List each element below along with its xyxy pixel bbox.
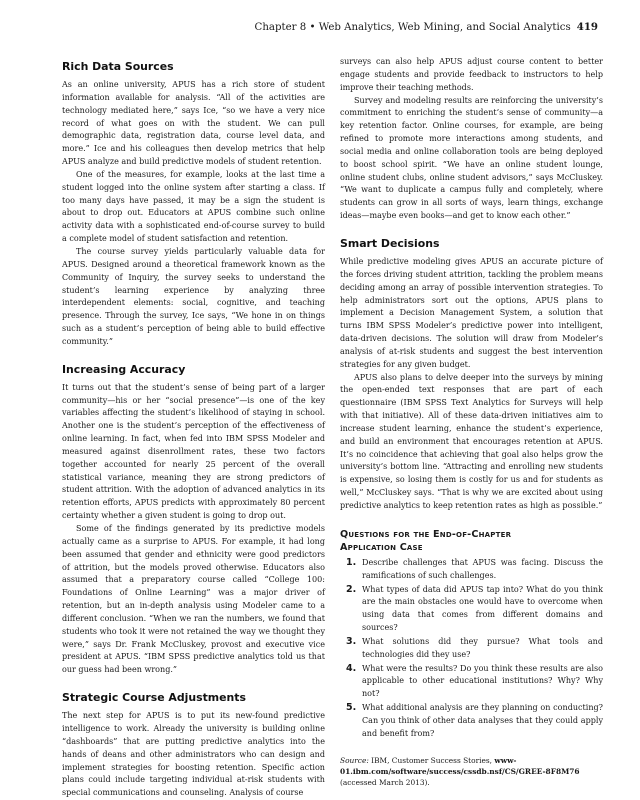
paragraph: One of the measures, for example, looks at the last time a student logged into the online system after starting a class. If too many days have passed, it may be a sign the student is about to drop out. Educators at APUS combine such online activity data with a sophisticated end-of-course survey to build a complete model of student satisfaction and retention. [62,169,325,244]
running-title: Chapter 8 • Web Analytics, Web Mining, and Social Analytics [254,22,571,33]
question-number: 2. [346,583,357,595]
right-column [340,56,603,788]
question-text: What types of data did APUS tap into? What do you think are the main obstacles one would have to overcome when using data that comes from different domains and sources? [362,584,603,633]
section-heading-smart-decisions: Smart Decisions [340,236,440,250]
running-header [0,20,598,35]
section-heading-increasing-accuracy: Increasing Accuracy [62,362,186,376]
paragraph: While predictive modeling gives APUS an accurate picture of the forces driving student attrition, tackling the problem means deciding among an array of possible intervention strategies. To help administrators sort out the options, APUS plans to implement a Decision Management System, a solution that turns IBM SPSS Modeler’s predictive power into intelligent, data-driven decisions. The solution will draw from Modeler’s analysis of at-risk students and suggest the best intervention strategies for any given budget. [340,256,603,369]
question-number: 5. [346,702,357,714]
questions-heading-line2: Application Case [340,542,423,554]
question-text: What were the results? Do you think these results are also applicable to other educational institutions? Why? Why not? [362,663,603,699]
questions-heading-line1: Questions for the End-of-Chapter [340,528,512,540]
paragraph: Survey and modeling results are reinforcing the university’s commitment to enriching the student’s sense of community—a key retention factor. Online courses, for example, are being refined to promote more interactions among students, and social media and online collaboration tools are being deployed to boost school spirit. “We have an online student lounge, online student clubs, online student advisors,” says McCluskey. “We want to duplicate a campus fully and completely, where students can grow in all sorts of ways, learn things, exchange ideas—maybe even books—and get to know each other.” [340,95,603,221]
left-column [62,60,325,800]
source-accessed: (accessed March 2013). [340,777,430,787]
question-item [340,584,603,635]
question-item [340,663,603,702]
question-number: 1. [346,556,357,568]
question-list [340,557,603,741]
paragraph: The next step for APUS is to put its new-found predictive intelligence to work. Already the university is building online “dashboards” that are putting predictive analytics into the hands of deans and other administrators who can design and implement strategies for boosting retention. Specific action plans could include targeting individual at-risk students with special communications and counseling. Analysis of course [62,711,325,798]
paragraph: Some of the findings generated by its predictive models actually came as a surprise to APUS. For example, it had long been assumed that gender and ethnicity were good predictors of attrition, but the models proved otherwise. Educators also assumed that a preparatory course called “College 100: Foundations of Online Learning” was a major driver of retention, but an in-depth analysis using Modeler came to a different conclusion. “When we ran the numbers, we found that students who took it were not retained the way we thought they were,” says Dr. Frank McCluskey, provost and executive vice president at APUS. “IBM SPSS predictive analytics told us that our guess had been wrong.” [62,524,325,675]
question-item [340,636,603,662]
source-text: IBM, Customer Success Stories, [371,755,492,765]
question-text: Describe challenges that APUS was facing. Discuss the ramifications of such challenges. [362,557,603,580]
question-number: 3. [346,635,357,647]
source-citation [340,755,603,788]
paragraph: The course survey yields particularly valuable data for APUS. Designed around a theoretical framework known as the Community of Inquiry, the survey seeks to understand the student’s learning experience by analyzing three interdependent elements: social, cognitive, and teaching presence. Through the survey, Ice says, “We hone in on things such as a student’s perception of being able to build effective community.” [62,246,325,346]
questions-heading [340,528,603,555]
paragraph: APUS also plans to delve deeper into the surveys by mining the open-ended text responses that are part of each questionnaire (IBM SPSS Text Analytics for Surveys will help with that initiative). All of these data-driven initiatives aim to increase student learning, enhance the student’s experience, and build an environment that encourages retention at APUS. It’s no coincidence that achieving that goal also helps grow the university’s bottom line. “Attracting and enrolling new students is expensive, so losing them is costly for us and for students as well,” McCluskey says. “That is why we are excited about using predictive analytics to keep retention rates as high as possible.” [340,372,603,510]
page-number: 419 [576,21,598,33]
paragraph: It turns out that the student’s sense of being part of a larger community—his or her “social presence”—is one of the key variables affecting the student’s likelihood of staying in school. Another one is the student’s perception of the effectiveness of online learning. In fact, when fed into IBM SPSS Modeler and measured against disenrollment rates, these two factors together accounted for nearly 25 percent of the overall statistical variance, meaning they are strong predictors of student attrition. With the adoption of advanced analytics in its retention efforts, APUS predicts with approximately 80 percent certainty whether a given student is going to drop out. [62,382,325,521]
paragraph: As an online university, APUS has a rich store of student information available for analysis. “All of the activities are technology mediated here,” says Ice, “so we have a very nice record of what goes on with the student. We can pull demographic data, registration data, course level data, and more.” Ice and his colleagues then develop metrics that help APUS analyze and build predictive models of student retention. [62,80,325,167]
source-url: www-01.ibm.com/software/success/cssdb.nsf/CS/GREE-8F8M76 [340,755,580,776]
question-number: 4. [346,662,357,674]
source-label: Source: [340,755,369,765]
question-item [340,557,603,583]
question-text: What solutions did they pursue? What tools and technologies did they use? [362,636,603,659]
paragraph: surveys can also help APUS adjust course content to better engage students and provide feedback to instructors to help improve their teaching methods. [340,57,603,92]
section-heading-rich-data-sources: Rich Data Sources [62,60,174,73]
question-item [340,702,603,741]
question-text: What additional analysis are they planning on conducting? Can you think of other data analyses that they could apply and benefit from? [362,703,603,738]
section-heading-strategic-course-adjustments: Strategic Course Adjustments [62,691,246,705]
